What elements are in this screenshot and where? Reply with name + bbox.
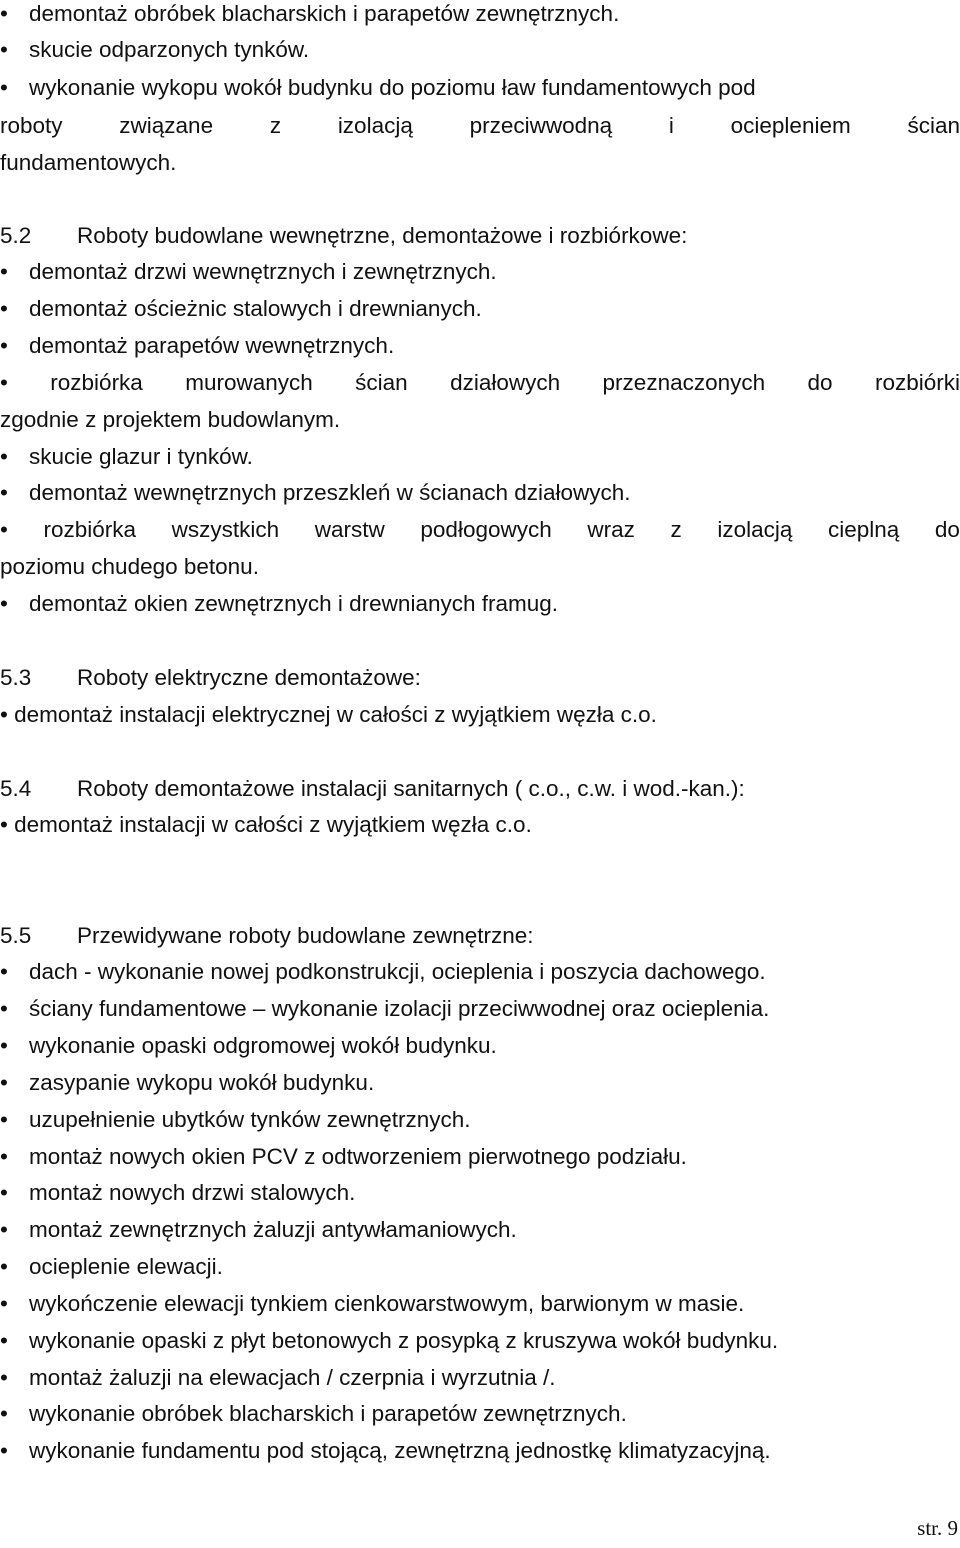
section-number: 5.3	[0, 665, 32, 690]
list-item-text: wykonanie obróbek blacharskich i parapetów zewnętrznych.	[29, 1401, 627, 1426]
section-title: Roboty demontażowe instalacji sanitarnych ( c.o., c.w. i wod.-kan.):	[77, 776, 745, 801]
section-number: 5.4	[0, 776, 32, 801]
bullet: •	[0, 480, 8, 505]
section-heading-5-4	[0, 771, 960, 807]
list-item-continuation	[0, 402, 960, 438]
word: rozbiórka	[43, 517, 137, 542]
list-item	[0, 1323, 960, 1359]
list-item-text: zasypanie wykopu wokół budynku.	[29, 1070, 375, 1095]
list-item	[0, 439, 960, 475]
list-item-continuation	[0, 549, 960, 585]
bullet: •	[0, 1328, 8, 1353]
bullet: •	[0, 1033, 8, 1058]
word: do	[934, 517, 960, 542]
list-item-text: zgodnie z projektem budowlanym.	[0, 407, 341, 432]
list-item	[0, 365, 960, 401]
list-item	[0, 697, 960, 733]
list-item-text: demontaż okien zewnętrznych i drewnianych framug.	[29, 591, 559, 616]
bullet: •	[0, 75, 8, 100]
section-number: 5.5	[0, 923, 32, 948]
bullet: •	[0, 1070, 8, 1095]
list-item	[0, 328, 960, 364]
word: do	[807, 370, 833, 395]
list-item-text: wykonanie opaski odgromowej wokół budynku.	[29, 1033, 497, 1058]
section-number: 5.2	[0, 223, 32, 248]
word: związane	[119, 113, 214, 138]
bullet: •	[0, 333, 8, 358]
list-item-text: dach - wykonanie nowej podkonstrukcji, ocieplenia i poszycia dachowego.	[29, 959, 766, 984]
list-item-text: skucie odparzonych tynków.	[29, 37, 310, 62]
list-item-text: poziomu chudego betonu.	[0, 554, 259, 579]
list-item-text: montaż zewnętrznych żaluzji antywłamaniowych.	[29, 1217, 517, 1242]
list-item	[0, 512, 960, 548]
bullet: •	[0, 1180, 8, 1205]
word: rozbiórki	[874, 370, 960, 395]
word: cieplną	[828, 517, 900, 542]
word: izolacją	[717, 517, 793, 542]
list-item-text: demontaż wewnętrznych przeszkleń w ścianach działowych.	[29, 480, 631, 505]
word: ociepleniem	[730, 113, 851, 138]
list-item-text: demontaż ościeżnic stalowych i drewnianych.	[29, 296, 482, 321]
bullet: •	[0, 959, 8, 984]
list-item-text: ocieplenie elewacji.	[29, 1254, 223, 1279]
word: i	[668, 113, 674, 138]
word: rozbiórka	[50, 370, 143, 395]
bullet: •	[0, 517, 8, 542]
section-heading-5-3	[0, 660, 960, 696]
word: podłogowych	[420, 517, 552, 542]
word: wraz	[587, 517, 635, 542]
word: murowanych	[185, 370, 313, 395]
list-item	[0, 1286, 960, 1322]
list-item-text: wykończenie elewacji tynkiem cienkowarstwowym, barwionym w masie.	[29, 1291, 745, 1316]
bullet: •	[0, 996, 8, 1021]
bullet: •	[0, 444, 8, 469]
word: przeznaczonych	[602, 370, 766, 395]
list-item-text: wykonanie wykopu wokół budynku do poziomu ław fundamentowych pod	[29, 75, 756, 100]
bullet: •	[0, 1291, 8, 1316]
list-item-continuation	[0, 145, 960, 181]
list-item	[0, 1139, 960, 1175]
list-item	[0, 991, 960, 1027]
list-item	[0, 32, 960, 68]
list-item-text: fundamentowych.	[0, 150, 177, 175]
list-item	[0, 70, 960, 106]
list-item	[0, 1102, 960, 1138]
bullet: •	[0, 591, 8, 616]
list-item	[0, 0, 960, 32]
bullet: •	[0, 259, 8, 284]
word: izolacją	[337, 113, 413, 138]
list-item	[0, 1433, 960, 1469]
list-item-text: wykonanie opaski z płyt betonowych z posypką z kruszywa wokół budynku.	[29, 1328, 779, 1353]
bullet: •	[0, 1144, 8, 1169]
list-item-text: montaż nowych drzwi stalowych.	[29, 1180, 356, 1205]
bullet: •	[0, 1365, 8, 1390]
list-item-text: demontaż obróbek blacharskich i parapetów zewnętrznych.	[29, 1, 620, 26]
list-item	[0, 254, 960, 290]
list-item	[0, 1360, 960, 1396]
list-item-text: demontaż parapetów wewnętrznych.	[29, 333, 395, 358]
section-title: Przewidywane roboty budowlane zewnętrzne:	[77, 923, 534, 948]
section-heading-5-2	[0, 218, 960, 254]
list-item-text: • demontaż instalacji elektrycznej w całości z wyjątkiem węzła c.o.	[0, 702, 657, 727]
list-item	[0, 475, 960, 511]
list-item-text: montaż nowych okien PCV z odtworzeniem pierwotnego podziału.	[29, 1144, 687, 1169]
list-item	[0, 291, 960, 327]
list-item-text: demontaż drzwi wewnętrznych i zewnętrznych.	[29, 259, 497, 284]
list-item-continuation	[0, 108, 960, 144]
list-item-text: wykonanie fundamentu pod stojącą, zewnętrzną jednostkę klimatyzacyjną.	[29, 1438, 771, 1463]
list-item	[0, 1212, 960, 1248]
bullet: •	[0, 1254, 8, 1279]
word: z	[269, 113, 282, 138]
page-number: str. 9	[917, 1516, 958, 1540]
bullet: •	[0, 370, 8, 395]
list-item	[0, 1028, 960, 1064]
bullet: •	[0, 1107, 8, 1132]
section-heading-5-5	[0, 918, 960, 954]
bullet: •	[0, 1401, 8, 1426]
bullet: •	[0, 37, 8, 62]
word: z	[670, 517, 682, 542]
list-item-text: skucie glazur i tynków.	[29, 444, 253, 469]
list-item-text: montaż żaluzji na elewacjach / czerpnia i wyrzutnia /.	[29, 1365, 556, 1390]
list-item-text: • demontaż instalacji w całości z wyjątkiem węzła c.o.	[0, 812, 532, 837]
list-item-text: ściany fundamentowe – wykonanie izolacji przeciwwodnej oraz ocieplenia.	[29, 996, 770, 1021]
word: ścian	[355, 370, 408, 395]
list-item-text: uzupełnienie ubytków tynków zewnętrznych.	[29, 1107, 471, 1132]
section-title: Roboty budowlane wewnętrzne, demontażowe i rozbiórkowe:	[77, 223, 688, 248]
list-item	[0, 586, 960, 622]
word: warstw	[314, 517, 385, 542]
word: przeciwwodną	[469, 113, 613, 138]
section-title: Roboty elektryczne demontażowe:	[77, 665, 421, 690]
bullet: •	[0, 1438, 8, 1463]
word: roboty	[0, 113, 63, 138]
bullet: •	[0, 1217, 8, 1242]
word: działowych	[450, 370, 561, 395]
list-item	[0, 1249, 960, 1285]
word: ścian	[907, 113, 960, 138]
bullet: •	[0, 296, 8, 321]
bullet: •	[0, 1, 8, 26]
list-item	[0, 1175, 960, 1211]
list-item	[0, 1396, 960, 1432]
list-item	[0, 807, 960, 843]
list-item	[0, 954, 960, 990]
list-item	[0, 1065, 960, 1101]
word: wszystkich	[171, 517, 280, 542]
